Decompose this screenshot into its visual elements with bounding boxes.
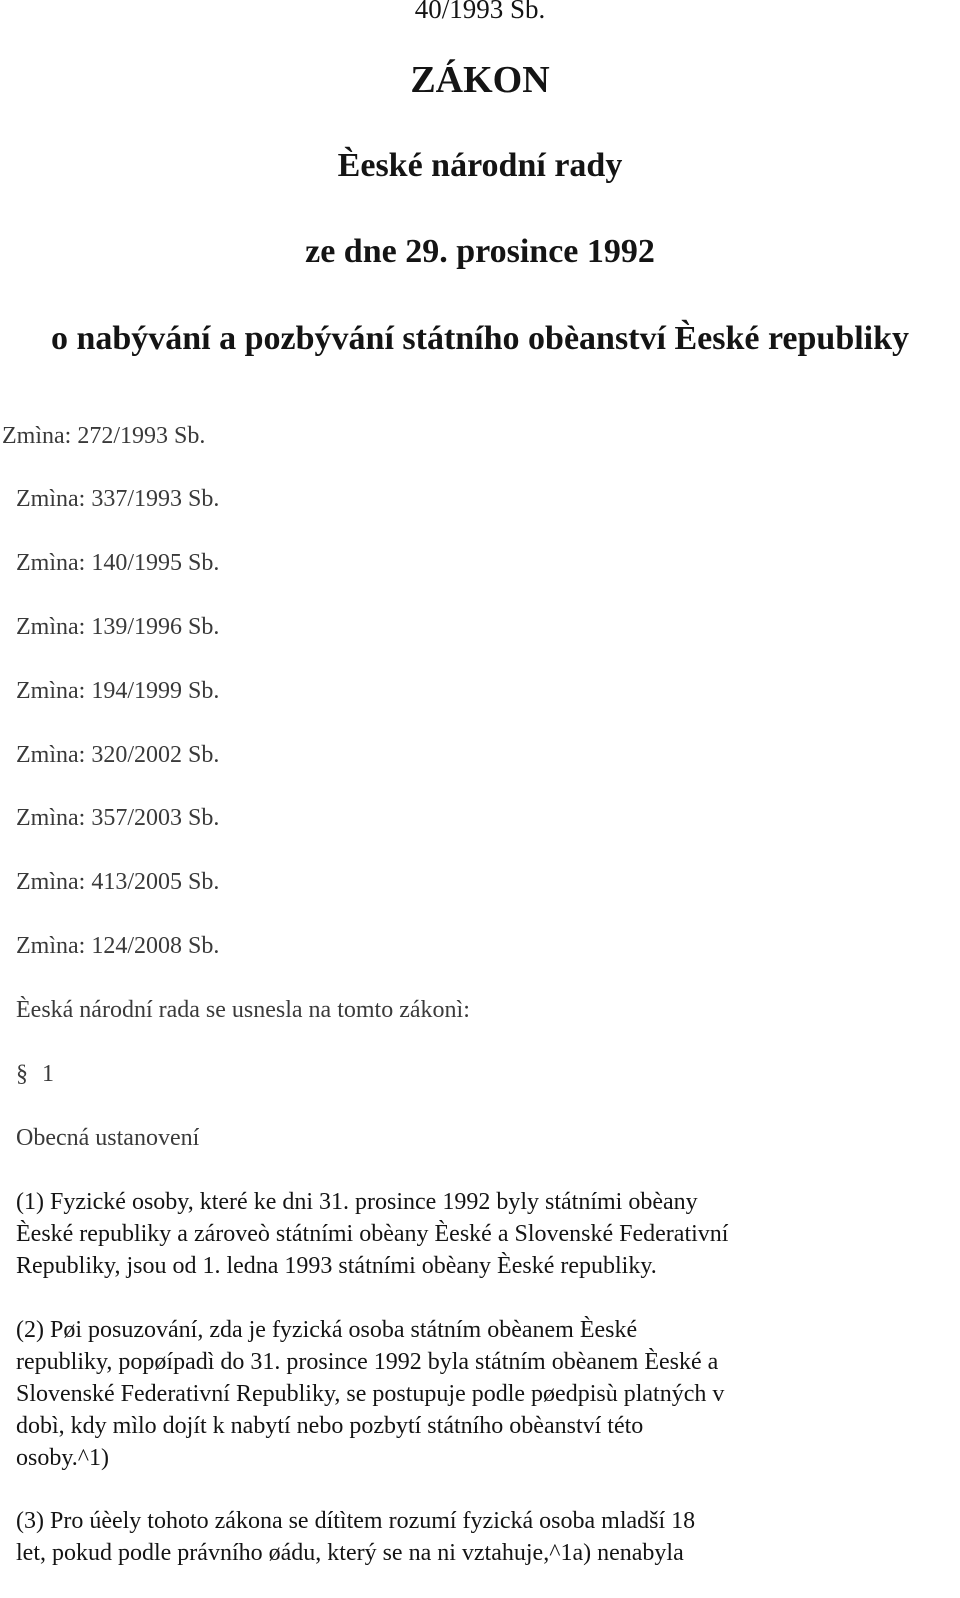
section-number-value: 1 <box>42 1061 54 1087</box>
paragraph-line: (2) Pøi posuzování, zda je fyzická osoba státním obèanem Èeské <box>16 1317 638 1343</box>
section-symbol: § <box>16 1061 28 1087</box>
document-issuer: Èeské národní rady <box>337 147 623 184</box>
document-number: 40/1993 Sb. <box>414 0 546 24</box>
amendment-item: Zmìna: 124/2008 Sb. <box>16 933 220 959</box>
paragraph-line: dobì, kdy mìlo dojít k nabytí nebo pozbytí státního obèanství této <box>16 1413 644 1439</box>
section-number <box>16 1059 54 1089</box>
amendment-item: Zmìna: 357/2003 Sb. <box>16 805 220 831</box>
paragraph-line: (3) Pro úèely tohoto zákona se dítìtem rozumí fyzická osoba mladší 18 <box>16 1508 696 1534</box>
document-date: ze dne 29. prosince 1992 <box>305 233 655 270</box>
paragraph-line: (1) Fyzické osoby, které ke dni 31. prosince 1992 byly státními obèany <box>16 1189 698 1215</box>
paragraph-1 <box>16 1186 846 1282</box>
document-subject: o nabývání a pozbývání státního obèanství Èeské republiky <box>50 320 910 357</box>
section-heading: Obecná ustanovení <box>16 1125 200 1151</box>
amendment-item: Zmìna: 413/2005 Sb. <box>16 869 220 895</box>
paragraph-line: Slovenské Federativní Republiky, se postupuje podle pøedpisù platných v <box>16 1381 725 1407</box>
paragraph-2 <box>16 1314 846 1474</box>
preamble-text: Èeská národní rada se usnesla na tomto zákonì: <box>16 997 470 1023</box>
paragraph-line: republiky, popøípadì do 31. prosince 1992 byla státním obèanem Èeské a <box>16 1349 719 1375</box>
amendment-item: Zmìna: 320/2002 Sb. <box>16 742 220 768</box>
paragraph-line: let, pokud podle právního øádu, který se na ni vztahuje,^1a) nenabyla <box>16 1540 684 1566</box>
amendment-item: Zmìna: 272/1993 Sb. <box>2 423 206 449</box>
amendment-item: Zmìna: 139/1996 Sb. <box>16 614 220 640</box>
document-title: ZÁKON <box>410 59 550 101</box>
paragraph-line: osoby.^1) <box>16 1445 110 1471</box>
amendment-item: Zmìna: 337/1993 Sb. <box>16 486 220 512</box>
amendment-item: Zmìna: 194/1999 Sb. <box>16 678 220 704</box>
paragraph-line: Republiky, jsou od 1. ledna 1993 státními obèany Èeské republiky. <box>16 1253 657 1279</box>
paragraph-line: Èeské republiky a zároveò státními obèany Èeské a Slovenské Federativní <box>16 1221 729 1247</box>
paragraph-3 <box>16 1505 846 1569</box>
amendment-item: Zmìna: 140/1995 Sb. <box>16 550 220 576</box>
